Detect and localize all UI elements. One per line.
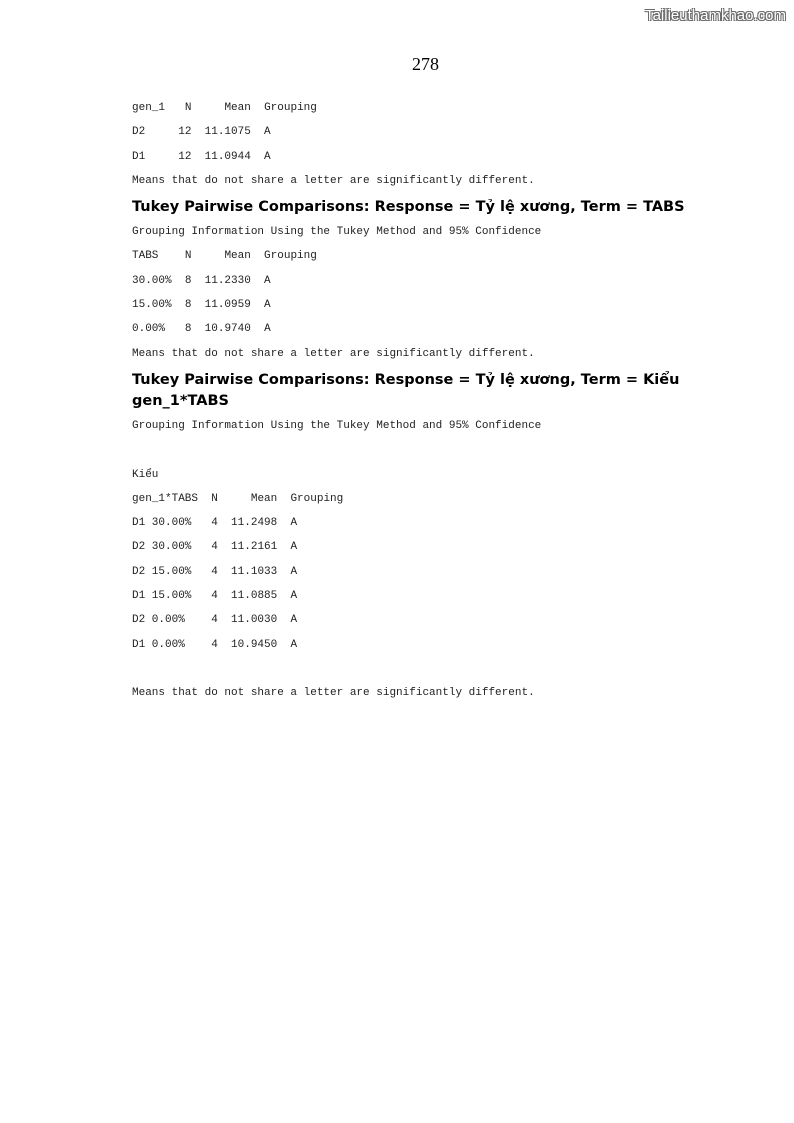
table-row: D2 30.00% 4 11.2161 A: [132, 541, 298, 554]
document-body: [132, 100, 692, 710]
table-row: D1 12 11.0944 A: [132, 150, 271, 163]
table-header: gen_1 N Mean Grouping: [132, 102, 317, 114]
table-row: D2 12 11.1075 A: [132, 126, 271, 139]
table-row: 0.00% 8 10.9740 A: [132, 323, 271, 336]
table-header: gen_1*TABS N Mean Grouping: [132, 492, 344, 505]
blank-line: [132, 442, 692, 466]
grouping-info: Grouping Information Using the Tukey Method and 95% Confidence: [132, 226, 542, 239]
grouping-info: Grouping Information Using the Tukey Method and 95% Confidence: [132, 419, 542, 432]
table-row: D1 30.00% 4 11.2498 A: [132, 517, 298, 530]
table-row: D1 15.00% 4 11.0885 A: [132, 590, 298, 603]
significance-note: Means that do not share a letter are significantly different.: [132, 174, 535, 187]
table-row: D2 0.00% 4 11.0030 A: [132, 614, 298, 627]
table-row: 30.00% 8 11.2330 A: [132, 274, 271, 287]
blank-line: [132, 661, 692, 685]
table-header: TABS N Mean Grouping: [132, 250, 317, 263]
section-title: Tukey Pairwise Comparisons: Response = Tỷ lệ xương, Term = TABS: [132, 199, 685, 216]
table-row: 15.00% 8 11.0959 A: [132, 299, 271, 312]
table-row: D2 15.00% 4 11.1033 A: [132, 565, 298, 578]
table-row: D1 0.00% 4 10.9450 A: [132, 638, 298, 651]
section-title: Tukey Pairwise Comparisons: Response = Tỷ lệ xương, Term = Kiểu gen_1*TABS: [132, 371, 680, 409]
watermark: Tailieuthamkhao.com: [645, 7, 786, 24]
page-number: 278: [412, 54, 439, 74]
significance-note: Means that do not share a letter are significantly different.: [132, 347, 535, 360]
significance-note: Means that do not share a letter are significantly different.: [132, 687, 535, 700]
table-header-line1: Kiểu: [132, 468, 159, 481]
